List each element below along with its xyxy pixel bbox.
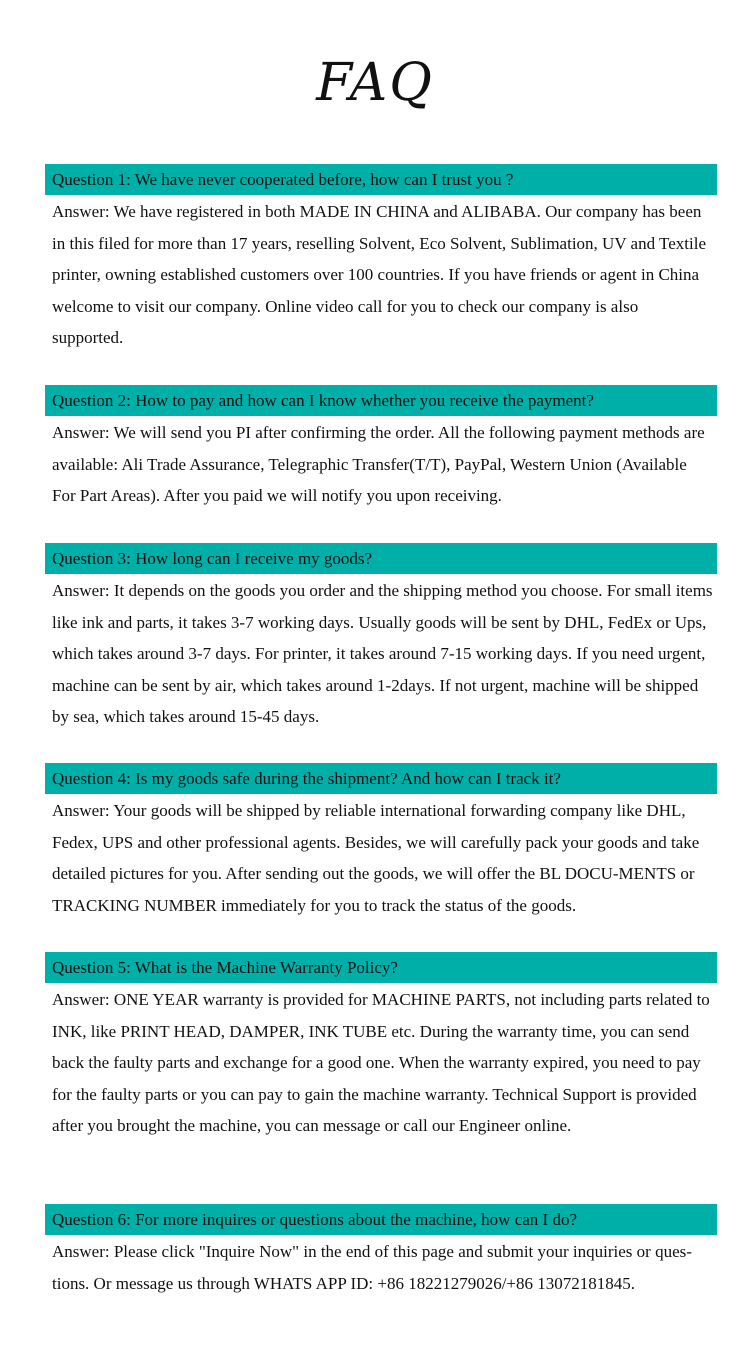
faq-answer-3: Answer: It depends on the goods you order and the shipping method you choose. For small items like ink and parts, it takes 3-7 working days. Usually goods will be sent by DHL, FedEx or Ups, which takes around 3-7 days. For printer, it takes around 7-15 working days. If you need urgent, machine can be sent by air, which takes around 1-2days. If not urgent, machine will be shipped by sea, which takes around 15-45 days.: [52, 581, 713, 726]
faq-item-4: [45, 763, 717, 921]
faq-question-2: Question 2: How to pay and how can I know whether you receive the payment?: [45, 385, 717, 416]
faq-item-3: [45, 543, 717, 733]
faq-answer-1: Answer: We have registered in both MADE IN CHINA and ALIBABA. Our company has been in this filed for more than 17 years, reselling Solvent, Eco Solvent, Sublimation, UV and Textile printer, owning established customers over 100 countries. If you have friends or agent in China welcome to visit our company. Online video call for you to check our company is also supported.: [52, 202, 706, 347]
faq-question-5: Question 5: What is the Machine Warranty Policy?: [45, 952, 717, 983]
page-title: FAQ: [316, 53, 434, 113]
faq-question-3: Question 3: How long can I receive my goods?: [45, 543, 717, 574]
faq-item-2: [45, 385, 717, 512]
faq-question-4: Question 4: Is my goods safe during the shipment? And how can I track it?: [45, 763, 717, 794]
faq-item-5: [45, 952, 717, 1142]
faq-answer-5: Answer: ONE YEAR warranty is provided for MACHINE PARTS, not including parts related to INK, like PRINT HEAD, DAMPER, INK TUBE etc. During the warranty time, you can send back the faulty parts and exchange for a good one. When the warranty expired, you need to pay for the faulty parts or you can pay to gain the machine warranty. Technical Support is provided after you brought the machine, you can message or call our Engineer online.: [52, 990, 710, 1135]
faq-question-1: Question 1: We have never cooperated before, how can I trust you ?: [45, 164, 717, 195]
faq-item-1: [45, 164, 717, 354]
faq-question-6: Question 6: For more inquires or questions about the machine, how can I do?: [45, 1204, 717, 1235]
faq-answer-2: Answer: We will send you PI after confirming the order. All the following payment methods are available: Ali Trade Assurance, Telegraphic Transfer(T/T), PayPal, Western Union (Available For Part Areas). After you paid we will notify you upon receiving.: [52, 423, 705, 505]
faq-answer-6: Answer: Please click "Inquire Now" in the end of this page and submit your inquiries or ques-tions. Or message us through WHATS APP ID: +86 18221279026/+86 13072181845.: [52, 1242, 692, 1293]
faq-answer-4: Answer: Your goods will be shipped by reliable international forwarding company like DHL, Fedex, UPS and other professional agents. Besides, we will carefully pack your goods and take detailed pictures for you. After sending out the goods, we will offer the BL DOCU-MENTS or TRACKING NUMBER immediately for you to track the status of the goods.: [52, 801, 700, 915]
faq-item-6: [45, 1204, 717, 1299]
